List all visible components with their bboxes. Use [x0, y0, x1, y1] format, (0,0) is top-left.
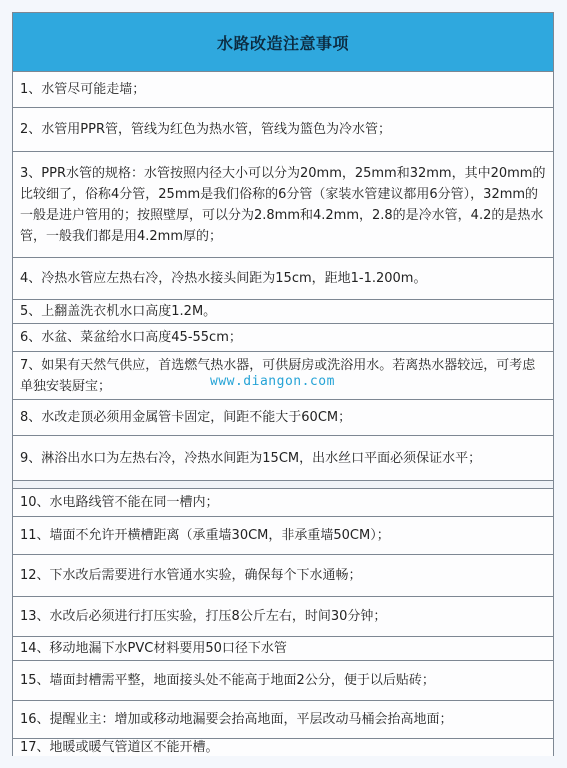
table-row-3: [13, 151, 553, 257]
table-row-11: [13, 516, 553, 554]
row-text: 4、冷热水管应左热右冷，冷热水接头间距为15cm，距地1-1.200m。: [20, 271, 427, 286]
row-text: 1、水管尽可能走墙；: [20, 82, 146, 97]
row-text: 12、下水改后需要进行水管通水实验，确保每个下水通畅；: [20, 568, 362, 583]
table-row-2: [13, 107, 553, 151]
table-row-12: [13, 554, 553, 596]
row-text: 5、上翻盖洗衣机水口高度1.2M。: [20, 304, 217, 319]
table-row-16: [13, 700, 553, 738]
row-text: 7、如果有天然气供应，首选燃气热水器，可供厨房或洗浴用水。若离热水器较远，可考虑单独安装厨宝；: [20, 357, 536, 394]
row-text: 16、提醒业主：增加或移动地漏要会抬高地面，平层改动马桶会抬高地面；: [20, 712, 453, 727]
table-row-14: [13, 636, 553, 660]
watermark: www.diangon.com: [210, 374, 335, 389]
table-title: 水路改造注意事项: [13, 13, 553, 71]
table-row-17: [13, 738, 553, 756]
table-row-8: [13, 399, 553, 435]
row-text: 2、水管用PPR管，管线为红色为热水管，管线为篮色为冷水管；: [20, 122, 391, 137]
table-row-1: [13, 71, 553, 107]
row-text: 6、水盆、菜盆给水口高度45-55cm；: [20, 330, 242, 345]
table-row-6: [13, 323, 553, 351]
row-text: 8、水改走顶必须用金属管卡固定，间距不能大于60CM；: [20, 410, 352, 425]
section-gap: [13, 481, 553, 488]
row-text: 3、PPR水管的规格：水管按照内径大小可以分为20mm，25mm和32mm，其中20mm的比较细了，俗称4分管，25mm是我们俗称的6分管（家装水管建议都用6分管），32mm的一般是进户管用的；按照壁厚，可以分为2.8mm和4.2mm，2.8的是冷水管，4.2的是热水管，一般我们都是用4.2mm厚的；: [20, 165, 546, 244]
table-row-4: [13, 257, 553, 299]
row-text: 14、移动地漏下水PVC材料要用50口径下水管: [20, 641, 287, 656]
row-text: 15、墙面封槽需平整，地面接头处不能高于地面2公分，便于以后贴砖；: [20, 673, 435, 688]
table-row-13: [13, 596, 553, 636]
row-text: 10、水电路线管不能在同一槽内；: [20, 495, 219, 510]
table-row-5: [13, 299, 553, 323]
row-text: 17、地暖或暖气管道区不能开槽。: [20, 740, 219, 755]
table-row-15: [13, 660, 553, 700]
table-row-9: [13, 435, 553, 481]
row-text: 13、水改后必须进行打压实验，打压8公斤左右，时间30分钟；: [20, 609, 387, 624]
row-text: 9、淋浴出水口为左热右冷，冷热水间距为15CM，出水丝口平面必须保证水平；: [20, 450, 482, 466]
notes-table: [12, 12, 554, 756]
table-row-7: [13, 351, 553, 399]
row-text: 11、墙面不允许开横槽距离（承重墙30CM，非承重墙50CM）；: [20, 528, 390, 543]
table-row-10: [13, 488, 553, 516]
